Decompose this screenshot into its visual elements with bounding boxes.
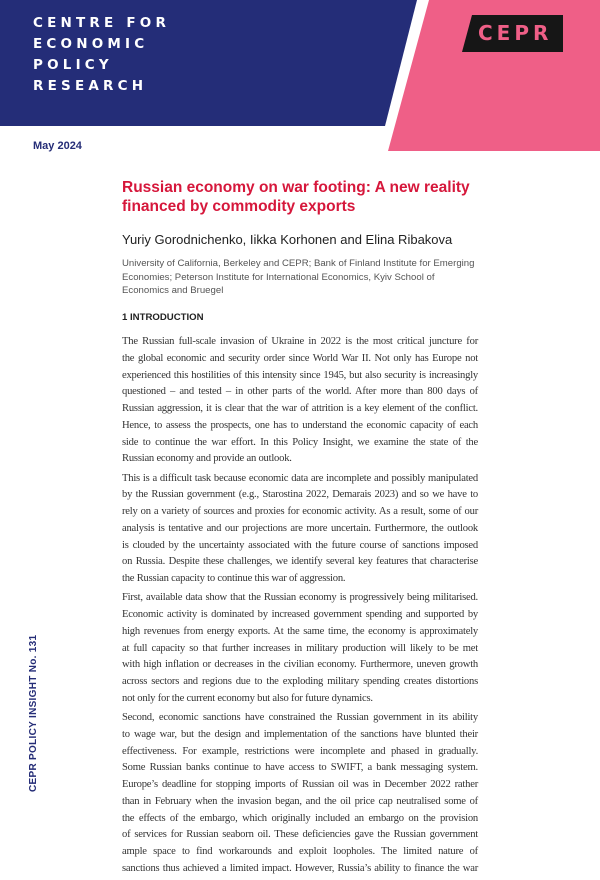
- paragraph-line: high revenues from energy exports. At the same time, the economy is approximately: [122, 625, 478, 637]
- cepr-logo-text: CEPR: [478, 21, 553, 45]
- paragraph-line: ample space to find workarounds and exploit loopholes. The limited nature of: [122, 846, 478, 857]
- affiliation-line: Economies; Peterson Institute for International Economics, Kyiv School of: [122, 271, 435, 283]
- paragraph-line: by the Russian government (e.g., Starostina 2022, Demarais 2023) and so we have to: [122, 489, 478, 501]
- paragraph-line: First, available data show that the Russian economy is progressively being militarised.: [122, 592, 478, 604]
- paragraph-line: with high inflation or decreases in the civilian economy. Furthermore, uneven growth: [122, 659, 478, 671]
- paragraph-line: The Russian full-scale invasion of Ukraine in 2022 is the most critical juncture for: [122, 336, 478, 347]
- paragraph-line: across sectors and regions due to the exploding military spending creates distortions: [122, 676, 478, 687]
- paragraph: [122, 710, 478, 878]
- paragraph-line: Some Russian banks continue to have access to SWIFT, a bank messaging system.: [122, 762, 478, 774]
- authors: Yuriy Gorodnichenko, Iikka Korhonen and Elina Ribakova: [122, 232, 453, 247]
- org-line: CENTRE FOR: [33, 15, 171, 31]
- paragraph-line: is clouded by the uncertainty associated with the future course of sanctions imposed: [122, 539, 478, 551]
- paragraph-line: not only for the current economy but also for future dynamics.: [122, 692, 373, 704]
- paragraph-line: the effects of the embargo, which originally included an embargo on the provision: [122, 812, 478, 824]
- paragraph-line: at full capacity so that further increases in military production will likely to be met: [122, 642, 478, 654]
- body-text: [122, 334, 478, 880]
- paragraph-line: side to continue the war effort. In this Policy Insight, we examine the state of the: [122, 436, 478, 448]
- paragraph: [122, 471, 478, 588]
- paragraph-line: Hence, to assess the prospects, one has to understand the economic capacity of each: [122, 419, 478, 431]
- paragraph-line: experienced this hostilities of this intensity since 1945, but also security is increasingly: [122, 369, 478, 381]
- paragraph-line: effectiveness. For example, restrictions were incomplete and phased in gradually.: [122, 745, 478, 757]
- org-line: RESEARCH: [33, 78, 148, 94]
- paragraph-line: Europe’s deadline for stopping imports of Russian oil was in December 2022 rather: [122, 779, 478, 790]
- paragraph-line: the global economic and security order since World War II. Not only has Europe not: [122, 352, 478, 364]
- organization-name: [33, 13, 170, 97]
- publication-date: May 2024: [33, 140, 82, 152]
- paragraph-line: on Russia. Despite these challenges, we identify several key features that characterise: [122, 556, 478, 568]
- document-title: Russian economy on war footing: A new reality financed by commodity exports: [122, 179, 470, 215]
- series-label: CEPR POLICY INSIGHT No. 131: [28, 634, 39, 792]
- paragraph-line: analysis is tentative and our projections are more uncertain. Furthermore, the outlook: [122, 522, 478, 534]
- org-line: POLICY: [33, 57, 113, 73]
- paragraph-line: the Russian capacity to continue this war of aggression.: [122, 573, 346, 584]
- paragraph-line: Russian economy and provide an outlook.: [122, 453, 292, 465]
- paragraph-line: than in February when the invasion began, and the oil price cap neutralised some of: [122, 795, 478, 807]
- paragraph-line: Second, economic sanctions have constrained the Russian government in its ability: [122, 712, 478, 723]
- paragraph: [122, 334, 478, 468]
- paragraph-line: questioned – and tested – in other parts of the world. After more than 800 days of: [122, 386, 478, 398]
- section-heading: 1 INTRODUCTION: [122, 312, 204, 323]
- paragraph-line: sanctions thus achieved a limited impact. However, Russia’s ability to finance the war: [122, 862, 478, 874]
- paragraph-line: This is a difficult task because economic data are incomplete and possibly manipulated: [122, 472, 478, 484]
- paragraph-line: Economic activity is dominated by increased government spending and supported by: [122, 609, 478, 620]
- paragraph-line: Russian aggression, it is clear that the war of attrition is a key element of the conflict.: [122, 403, 478, 414]
- affiliation-line: University of California, Berkeley and CEPR; Bank of Finland Institute for Emerging: [122, 258, 475, 269]
- paragraph: [122, 590, 478, 707]
- affiliations: [122, 257, 492, 298]
- paragraph-line: of services for Russian seaborn oil. These deficiencies gave the Russian government: [122, 829, 478, 841]
- affiliation-line: Economics and Bruegel: [122, 285, 224, 296]
- paragraph-line: rely on a variety of sources and proxies for economic activity. As a result, some of our: [122, 506, 478, 517]
- org-line: ECONOMIC: [33, 36, 149, 52]
- paragraph-line: to wage war, but the design and implementation of the sanctions have blunted their: [122, 728, 478, 740]
